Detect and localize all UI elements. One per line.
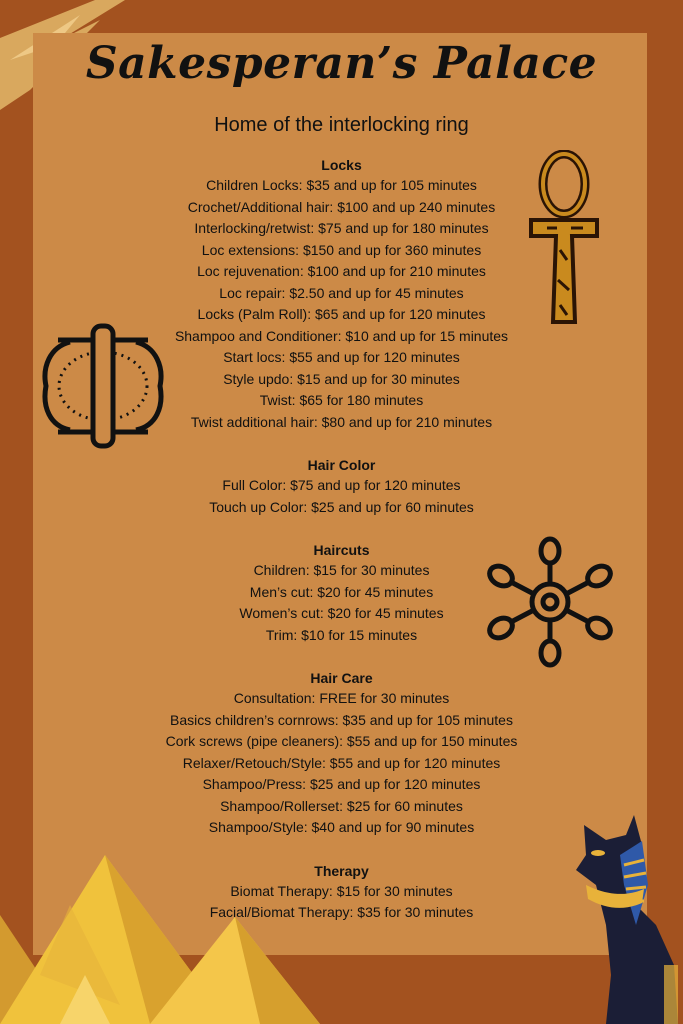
service-item: Cork screws (pipe cleaners): $55 and up for 150 minutes (165, 733, 518, 749)
service-item: Shampoo/Press: $25 and up for 120 minutes (202, 776, 481, 792)
service-section (0, 668, 683, 839)
service-item: Children Locks: $35 and up for 105 minutes (206, 177, 477, 193)
section-heading: Hair Care (310, 670, 373, 686)
service-item: Start locs: $55 and up for 120 minutes (223, 349, 460, 365)
service-item: Loc extensions: $150 and up for 360 minutes (201, 241, 482, 258)
service-item: Locks (Palm Roll): $65 and up for 120 minutes (197, 306, 486, 322)
service-item: Basics children’s cornrows: $35 and up for 105 minutes (170, 711, 513, 728)
service-item: Shampoo and Conditioner: $10 and up for 15 minutes (174, 327, 509, 344)
section-heading: Hair Color (307, 457, 376, 473)
service-item: Shampoo/Style: $40 and up for 90 minutes (208, 819, 475, 835)
service-section (0, 455, 683, 518)
section-heading: Haircuts (313, 542, 370, 558)
service-item: Crochet/Additional hair: $100 and up 240 minutes (187, 198, 496, 215)
service-item: Women’s cut: $20 for 45 minutes (239, 605, 444, 621)
service-item: Trim: $10 for 15 minutes (265, 626, 418, 643)
service-item: Biomat Therapy: $15 for 30 minutes (230, 882, 453, 899)
service-item: Consultation: FREE for 30 minutes (233, 690, 450, 706)
service-item: Loc rejuvenation: $100 and up for 210 minutes (197, 263, 486, 279)
service-item: Style updo: $15 and up for 30 minutes (223, 370, 460, 387)
ankh-icon (527, 150, 601, 326)
cat-statue-icon (566, 815, 683, 1024)
section-heading: Locks (321, 157, 362, 173)
adinkra-symbol-icon (40, 322, 166, 450)
service-item: Shampoo/Rollerset: $25 for 60 minutes (220, 797, 463, 814)
service-item: Interlocking/retwist: $75 and up for 180 minutes (194, 220, 489, 236)
service-item: Facial/Biomat Therapy: $35 for 30 minutes (209, 904, 474, 920)
service-item: Twist: $65 for 180 minutes (259, 392, 424, 408)
service-item: Men’s cut: $20 for 45 minutes (249, 583, 434, 600)
service-item: Loc repair: $2.50 and up for 45 minutes (219, 284, 464, 301)
service-item: Full Color: $75 and up for 120 minutes (222, 477, 461, 493)
page-subtitle: Home of the interlocking ring (214, 114, 469, 136)
page-title: Sakesperan’s Palace (85, 38, 598, 89)
flower-symbol-icon (484, 536, 616, 668)
section-heading: Therapy (314, 862, 369, 879)
service-item: Children: $15 for 30 minutes (253, 562, 430, 578)
service-item: Touch up Color: $25 and up for 60 minutes (209, 498, 474, 515)
service-item: Relaxer/Retouch/Style: $55 and up for 120 minutes (182, 754, 501, 771)
service-item: Twist additional hair: $80 and up for 210 minutes (190, 413, 493, 430)
pyramids-icon (0, 855, 320, 1024)
